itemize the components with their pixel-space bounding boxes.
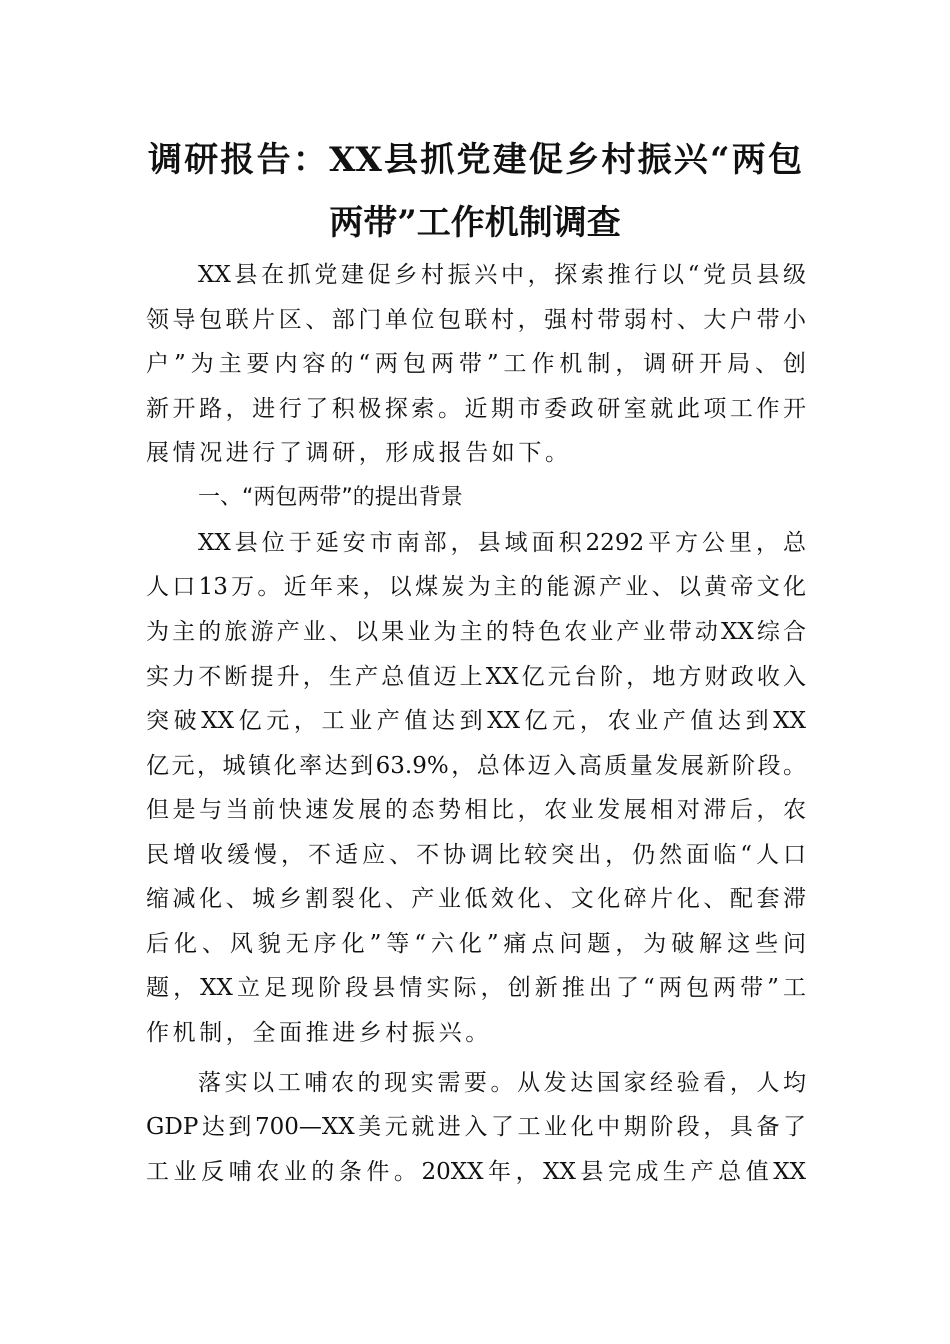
paragraph-line: 领导包联片区、部门单位包联村，强村带弱村、大户带小	[146, 307, 806, 333]
paragraph-line: GDP达到700—XX美元就进入了工业化中期阶段，具备了	[146, 1114, 806, 1140]
paragraph-line: 实力不断提升，生产总值迈上XX亿元台阶，地方财政收入	[146, 664, 806, 690]
paragraph-line: 作机制，全面推进乡村振兴。	[146, 1020, 492, 1046]
paragraph-line: 工业反哺农业的条件。20XX年，XX县完成生产总值XX	[146, 1159, 806, 1185]
paragraph-line: 户”为主要内容的“两包两带”工作机制，调研开局、创	[146, 351, 806, 377]
section-heading: 一、“两包两带”的提出背景	[198, 485, 463, 510]
paragraph-line: 新开路，进行了积极探索。近期市委政研室就此项工作开	[146, 396, 806, 422]
paragraph-line: 落实以工哺农的现实需要。从发达国家经验看，人均	[198, 1070, 806, 1096]
paragraph-line: 题，XX立足现阶段县情实际，创新推出了“两包两带”工	[146, 975, 806, 1001]
paragraph-line: 人口13万。近年来，以煤炭为主的能源产业、以黄帝文化	[146, 574, 806, 600]
paragraph-line: XX县在抓党建促乡村振兴中，探索推行以“党员县级	[198, 262, 806, 288]
paragraph-line: 但是与当前快速发展的态势相比，农业发展相对滞后，农	[146, 797, 806, 823]
document-title-line-2: 两带”工作机制调查	[329, 203, 621, 243]
paragraph-line: 为主的旅游产业、以果业为主的特色农业产业带动XX综合	[146, 619, 806, 645]
paragraph-line: 展情况进行了调研，形成报告如下。	[146, 440, 572, 466]
paragraph-line: XX县位于延安市南部，县域面积2292平方公里，总	[198, 530, 806, 556]
paragraph-line: 亿元，城镇化率达到63.9%，总体迈入高质量发展新阶段。	[146, 753, 806, 779]
document-title-line-1: 调研报告：XX县抓党建促乡村振兴“两包	[148, 140, 802, 180]
paragraph-line: 后化、风貌无序化”等“六化”痛点问题，为破解这些问	[146, 931, 806, 957]
paragraph-line: 民增收缓慢，不适应、不协调比较突出，仍然面临“人口	[146, 842, 806, 868]
paragraph-line: 缩减化、城乡割裂化、产业低效化、文化碎片化、配套滞	[146, 886, 806, 912]
paragraph-line: 突破XX亿元，工业产值达到XX亿元，农业产值达到XX	[146, 708, 806, 734]
